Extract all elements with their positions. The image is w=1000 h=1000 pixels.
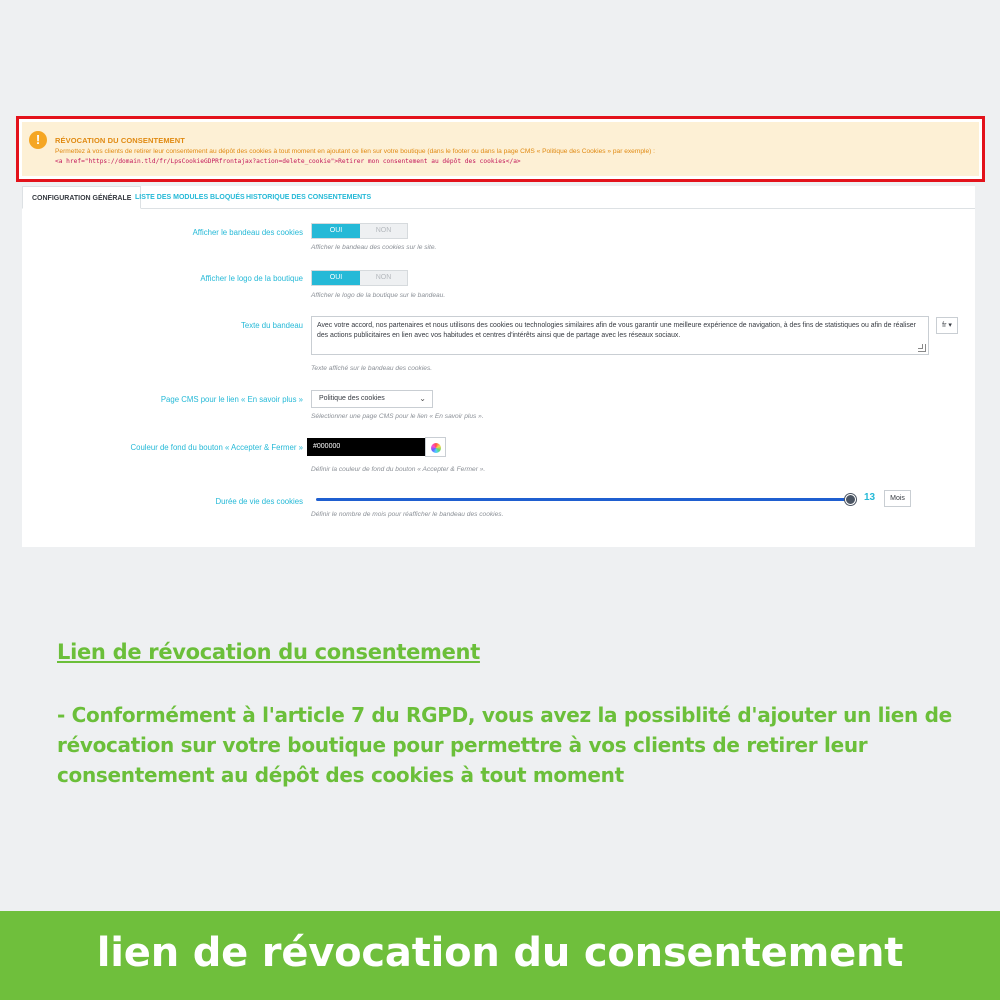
cms-page-select[interactable]: [311, 390, 433, 408]
cookie-lifetime-slider[interactable]: [316, 498, 851, 501]
cookie-lifetime-label: Durée de vie des cookies: [215, 497, 303, 506]
banner-text-label: Texte du bandeau: [241, 321, 303, 330]
alert-description: Permettez à vos clients de retirer leur consentement au dépôt des cookies à tout moment en ajoutant ce lien sur votre boutique (dans le footer ou dans la page CMS « Politique des Cookies » par exemple) :: [55, 148, 656, 155]
banner-text-help: Texte affiché sur le bandeau des cookies.: [311, 365, 433, 372]
show-banner-label: Afficher le bandeau des cookies: [192, 228, 303, 237]
show-logo-switch[interactable]: [311, 270, 408, 286]
tab-configuration-generale[interactable]: CONFIGURATION GÉNÉRALE: [22, 186, 141, 209]
footer-title: lien de révocation du consentement: [96, 930, 904, 976]
show-banner-no[interactable]: NON: [375, 227, 392, 234]
tab-modules-bloques[interactable]: LISTE DES MODULES BLOQUÉS: [135, 194, 245, 201]
button-color-help: Définir la couleur de fond du bouton « Accepter & Fermer ».: [311, 466, 486, 473]
cms-page-label: Page CMS pour le lien « En savoir plus »: [160, 395, 303, 404]
resize-grip-icon[interactable]: [918, 344, 926, 352]
tab-bar: [22, 186, 975, 209]
revocation-alert: [22, 122, 979, 176]
revocation-alert-frame: [16, 116, 985, 182]
show-logo-label: Afficher le logo de la boutique: [200, 274, 303, 283]
config-panel: [22, 186, 975, 547]
banner-text-input[interactable]: [311, 316, 929, 355]
show-banner-switch[interactable]: [311, 223, 408, 239]
show-banner-help: Afficher le bandeau des cookies sur le site.: [311, 244, 437, 251]
show-logo-yes[interactable]: OUI: [312, 271, 360, 285]
button-color-input[interactable]: #000000: [307, 438, 425, 456]
color-wheel-icon: [431, 443, 441, 453]
cookie-lifetime-help: Définir le nombre de mois pour réafficher le bandeau des cookies.: [311, 511, 504, 518]
section-description: - Conformément à l'article 7 du RGPD, vous avez la possiblité d'ajouter un lien de révocation sur votre boutique pour permettre à vos clients de retirer leur consentement au dépôt des cookies à tout moment: [57, 703, 952, 787]
show-logo-help: Afficher le logo de la boutique sur le bandeau.: [311, 292, 446, 299]
color-picker-button[interactable]: [425, 437, 446, 457]
show-logo-no[interactable]: NON: [375, 274, 392, 281]
footer-banner: [0, 911, 1000, 1000]
show-banner-yes[interactable]: OUI: [312, 224, 360, 238]
section-heading: Lien de révocation du consentement: [57, 640, 480, 664]
banner-text-value: Avec votre accord, nos partenaires et nous utilisons des cookies ou technologies similaires afin de vous garantir une meilleure expérience de navigation, à des fins de statistiques ou afin de réaliser des actions publicitaires en lien avec vos habitudes et centres d'intérêts ainsi que de partage avec les réseaux sociaux.: [317, 322, 916, 339]
alert-title: RÉVOCATION DU CONSENTEMENT: [55, 136, 185, 145]
cookie-lifetime-value: 13: [864, 492, 876, 503]
button-color-label: Couleur de fond du bouton « Accepter & Fermer »: [130, 443, 303, 452]
cms-page-help: Sélectionner une page CMS pour le lien « En savoir plus ».: [311, 413, 484, 420]
tab-historique-consentements[interactable]: HISTORIQUE DES CONSENTEMENTS: [246, 194, 372, 201]
alert-code-snippet: <a href="https://domain.tld/fr/LpsCookieGDPRfrontajax?action=delete_cookie">Retirer mon consentement au dépôt des cookies</a>: [55, 158, 521, 165]
cms-page-value: Politique des cookies: [319, 395, 385, 402]
slider-handle[interactable]: [845, 494, 856, 505]
language-dropdown-button[interactable]: fr ▾: [936, 317, 958, 334]
cookie-lifetime-unit: Mois: [884, 490, 911, 507]
chevron-down-icon: ⌄: [419, 394, 426, 403]
exclamation-icon: !: [29, 131, 47, 149]
